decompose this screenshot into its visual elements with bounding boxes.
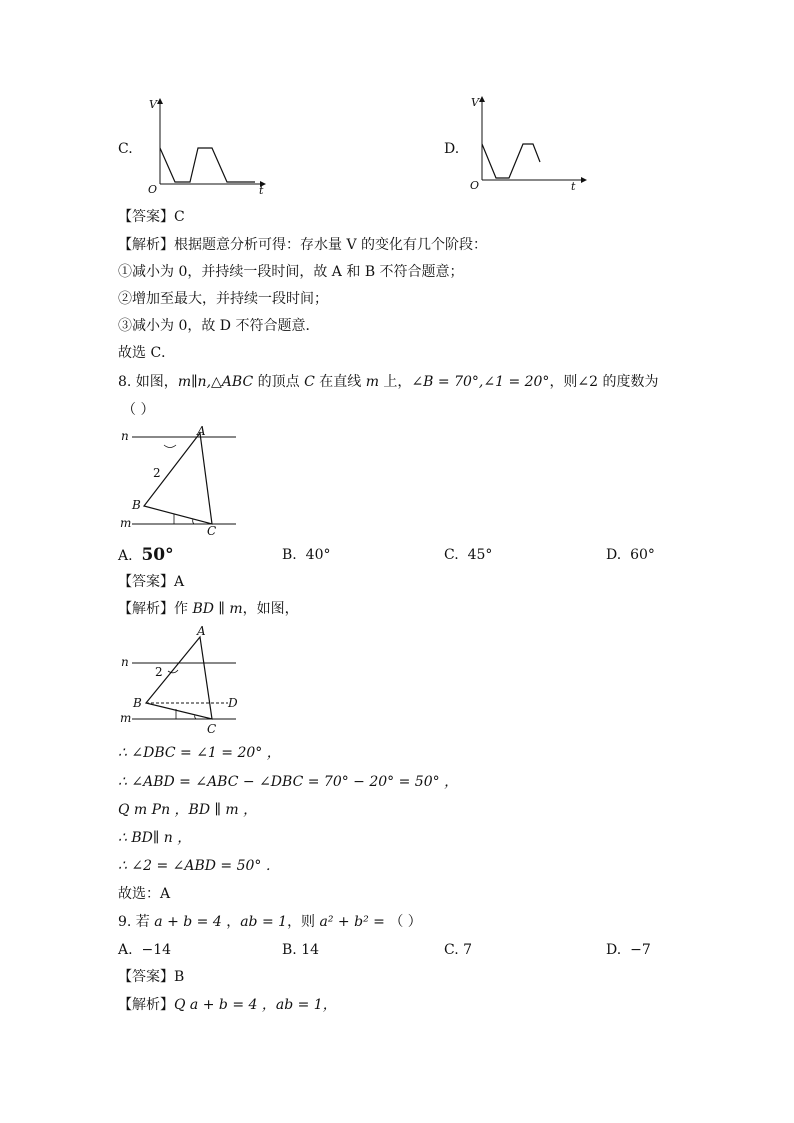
option-c-label: C. bbox=[118, 141, 133, 157]
q8-step-1: ∴ ∠DBC = ∠1 = 20° ， bbox=[118, 745, 281, 761]
q9-option-d[interactable]: D. −7 bbox=[606, 942, 651, 958]
q7-answer: 【答案】C bbox=[118, 209, 185, 225]
line-m-label: m bbox=[120, 711, 132, 725]
q8-option-a[interactable]: A. 50° bbox=[118, 545, 174, 565]
q9-option-a[interactable]: A. −14 bbox=[118, 942, 172, 958]
q8-stem: 8. 如图，m∥n,△ABC 的顶点 C 在直线 m 上，∠B = 70°,∠1 = 20°，则∠2 的度数为 bbox=[118, 374, 659, 390]
option-d-label: D. bbox=[444, 141, 460, 157]
q7-conclusion: 故选 C． bbox=[118, 345, 176, 361]
q8-conclusion: 故选：A bbox=[118, 886, 171, 902]
q9-option-c[interactable]: C. 7 bbox=[444, 942, 473, 958]
point-a-label: A bbox=[197, 624, 206, 638]
point-a-label: A bbox=[197, 424, 206, 438]
q8-step-3: Q m Pn ，BD ∥ m ， bbox=[118, 802, 258, 818]
q7-analysis-line-1: 【解析】根据题意分析可得：存水量 V 的变化有几个阶段： bbox=[118, 237, 488, 253]
axis-t-label: t bbox=[259, 184, 264, 197]
q7-analysis-line-4: ③减小为 0，故 D 不符合题意． bbox=[118, 318, 320, 334]
point-b-label: B bbox=[132, 498, 141, 512]
q8-paren: （ ） bbox=[122, 402, 155, 418]
graph-option-c bbox=[145, 96, 275, 196]
volume-curve bbox=[482, 144, 540, 178]
q8-option-b[interactable]: B. 40° bbox=[282, 547, 331, 563]
graph-option-d bbox=[468, 94, 598, 194]
axis-t-label: t bbox=[571, 180, 576, 193]
q9-option-b[interactable]: B. 14 bbox=[282, 942, 320, 958]
axis-v-label: V bbox=[149, 98, 157, 111]
angle-2-arc bbox=[164, 445, 176, 448]
q9-answer: 【答案】B bbox=[118, 969, 185, 985]
q8-option-c[interactable]: C. 45° bbox=[444, 547, 493, 563]
line-n-label: n bbox=[121, 655, 129, 669]
point-b-label: B bbox=[133, 696, 142, 710]
point-c-label: C bbox=[207, 524, 217, 538]
q9-analysis: 【解析】Q a + b = 4 ，ab = 1， bbox=[118, 997, 337, 1013]
angle-2-label: 2 bbox=[155, 665, 163, 679]
volume-curve bbox=[160, 148, 255, 182]
origin-label: O bbox=[470, 179, 480, 192]
q7-analysis-line-3: ②增加至最大，并持续一段时间； bbox=[118, 291, 328, 307]
line-n-label: n bbox=[121, 429, 129, 443]
q8-step-4: ∴ BD∥ n ， bbox=[118, 830, 192, 846]
line-m-label: m bbox=[120, 516, 132, 530]
q8-step-5: ∴ ∠2 = ∠ABD = 50° ． bbox=[118, 858, 280, 874]
q8-answer: 【答案】A bbox=[118, 574, 185, 590]
q8-figure bbox=[118, 425, 248, 540]
q8-option-d[interactable]: D. 60° bbox=[606, 547, 655, 563]
q9-stem: 9. 若 a + b = 4 ，ab = 1，则 a² + b² = （ ） bbox=[118, 914, 422, 930]
point-c-label: C bbox=[207, 722, 217, 736]
q8-analysis-head: 【解析】作 BD ∥ m，如图， bbox=[118, 601, 299, 617]
point-d-label: D bbox=[228, 696, 238, 710]
axis-v-label: V bbox=[471, 96, 479, 109]
origin-label: O bbox=[148, 183, 158, 196]
q7-analysis-line-2: ①减小为 0，并持续一段时间，故 A 和 B 不符合题意； bbox=[118, 264, 464, 280]
angle-2-label: 2 bbox=[153, 466, 161, 480]
q8-analysis-figure bbox=[118, 623, 258, 738]
q8-step-2: ∴ ∠ABD = ∠ABC − ∠DBC = 70° − 20° = 50° ， bbox=[118, 774, 459, 790]
